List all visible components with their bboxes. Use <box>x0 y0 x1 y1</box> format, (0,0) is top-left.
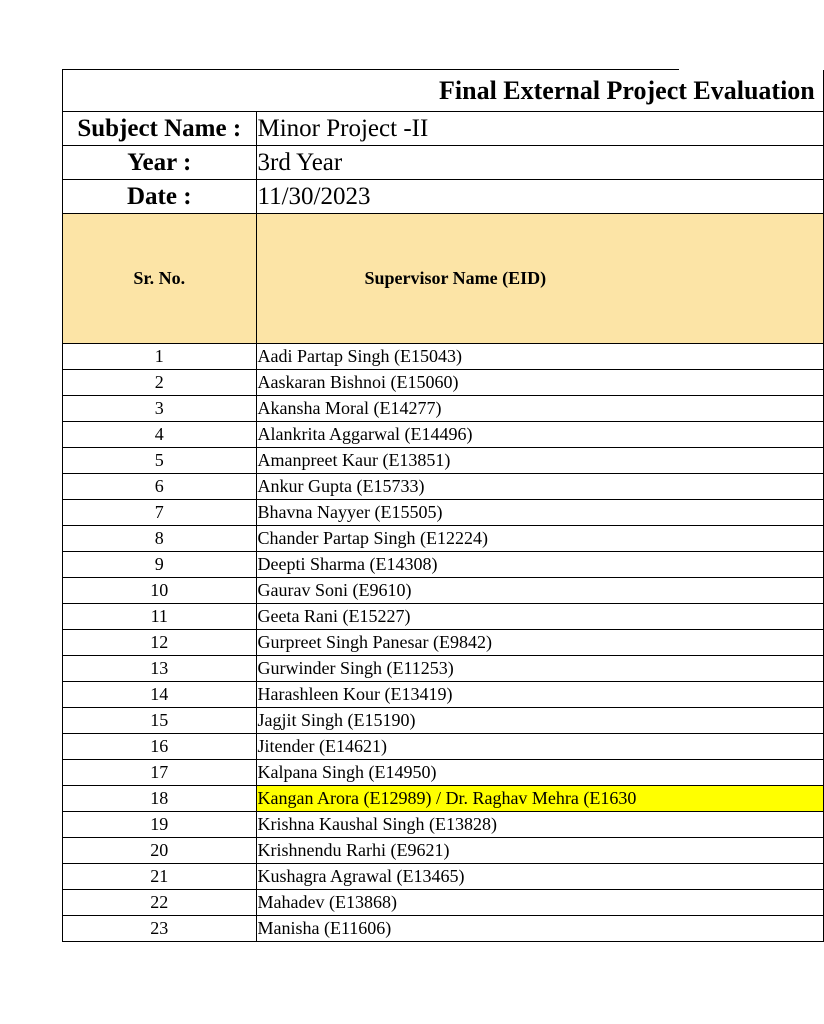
supervisor-name-cell[interactable]: Chander Partap Singh (E12224) <box>256 526 823 552</box>
sr-no-cell[interactable]: 1 <box>63 344 256 370</box>
table-row <box>63 864 823 890</box>
sheet-title[interactable]: Final External Project Evaluation <box>439 76 815 105</box>
supervisor-name-cell[interactable]: Krishna Kaushal Singh (E13828) <box>256 812 823 838</box>
supervisor-name-cell[interactable]: Gurpreet Singh Panesar (E9842) <box>256 630 823 656</box>
supervisor-name-cell[interactable]: Geeta Rani (E15227) <box>256 604 823 630</box>
supervisor-name-cell[interactable]: Jagjit Singh (E15190) <box>256 708 823 734</box>
supervisor-name-cell[interactable]: Aadi Partap Singh (E15043) <box>256 344 823 370</box>
table-row <box>63 734 823 760</box>
supervisor-name-cell[interactable]: Kushagra Agrawal (E13465) <box>256 864 823 890</box>
sr-no-cell[interactable]: 16 <box>63 734 256 760</box>
table-row <box>63 786 823 812</box>
table-row <box>63 760 823 786</box>
table-row <box>63 656 823 682</box>
supervisor-name-cell[interactable]: Aaskaran Bishnoi (E15060) <box>256 370 823 396</box>
title-row <box>63 70 823 112</box>
supervisor-name-cell[interactable]: Mahadev (E13868) <box>256 890 823 916</box>
column-header-row <box>63 214 823 344</box>
subject-value[interactable]: Minor Project -II <box>256 112 823 146</box>
sr-no-header[interactable]: Sr. No. <box>63 214 256 344</box>
date-value[interactable]: 11/30/2023 <box>256 180 823 214</box>
table-row <box>63 578 823 604</box>
sr-no-cell[interactable]: 23 <box>63 916 256 942</box>
subject-row <box>63 112 823 146</box>
table-row <box>63 526 823 552</box>
table-row <box>63 682 823 708</box>
table-row <box>63 552 823 578</box>
sr-no-cell[interactable]: 11 <box>63 604 256 630</box>
supervisor-name-cell[interactable]: Gurwinder Singh (E11253) <box>256 656 823 682</box>
table-row <box>63 604 823 630</box>
year-row <box>63 146 823 180</box>
supervisor-name-cell[interactable]: Akansha Moral (E14277) <box>256 396 823 422</box>
supervisor-name-cell[interactable]: Kangan Arora (E12989) / Dr. Raghav Mehra (E1630 <box>256 786 823 812</box>
table-row <box>63 448 823 474</box>
supervisor-name-cell[interactable]: Jitender (E14621) <box>256 734 823 760</box>
sr-no-cell[interactable]: 6 <box>63 474 256 500</box>
date-row <box>63 180 823 214</box>
table-row <box>63 396 823 422</box>
sr-no-cell[interactable]: 10 <box>63 578 256 604</box>
year-value[interactable]: 3rd Year <box>256 146 823 180</box>
date-label[interactable]: Date : <box>63 180 256 214</box>
sr-no-cell[interactable]: 14 <box>63 682 256 708</box>
sr-no-cell[interactable]: 21 <box>63 864 256 890</box>
table-row <box>63 916 823 942</box>
sr-no-cell[interactable]: 3 <box>63 396 256 422</box>
supervisor-name-cell[interactable]: Kalpana Singh (E14950) <box>256 760 823 786</box>
sr-no-cell[interactable]: 9 <box>63 552 256 578</box>
evaluation-sheet <box>62 69 815 942</box>
year-label[interactable]: Year : <box>63 146 256 180</box>
supervisor-name-cell[interactable]: Gaurav Soni (E9610) <box>256 578 823 604</box>
supervisor-name-cell[interactable]: Amanpreet Kaur (E13851) <box>256 448 823 474</box>
supervisor-name-cell[interactable]: Deepti Sharma (E14308) <box>256 552 823 578</box>
table-row <box>63 890 823 916</box>
sr-no-cell[interactable]: 22 <box>63 890 256 916</box>
supervisor-name-cell[interactable]: Harashleen Kour (E13419) <box>256 682 823 708</box>
supervisor-name-cell[interactable]: Bhavna Nayyer (E15505) <box>256 500 823 526</box>
sr-no-cell[interactable]: 17 <box>63 760 256 786</box>
sr-no-cell[interactable]: 4 <box>63 422 256 448</box>
sr-no-cell[interactable]: 2 <box>63 370 256 396</box>
table-row <box>63 812 823 838</box>
supervisor-name-cell[interactable]: Alankrita Aggarwal (E14496) <box>256 422 823 448</box>
table-row <box>63 422 823 448</box>
table-row <box>63 500 823 526</box>
sr-no-cell[interactable]: 15 <box>63 708 256 734</box>
sr-no-cell[interactable]: 18 <box>63 786 256 812</box>
table-row <box>63 838 823 864</box>
table-row <box>63 474 823 500</box>
table-row <box>63 370 823 396</box>
sr-no-cell[interactable]: 12 <box>63 630 256 656</box>
supervisor-header[interactable]: Supervisor Name (EID) <box>256 214 823 344</box>
table-row <box>63 344 823 370</box>
table-row <box>63 708 823 734</box>
evaluation-table <box>63 70 824 942</box>
sr-no-cell[interactable]: 8 <box>63 526 256 552</box>
sr-no-cell[interactable]: 5 <box>63 448 256 474</box>
supervisor-name-cell[interactable]: Krishnendu Rarhi (E9621) <box>256 838 823 864</box>
subject-label[interactable]: Subject Name : <box>63 112 256 146</box>
sr-no-cell[interactable]: 7 <box>63 500 256 526</box>
table-row <box>63 630 823 656</box>
supervisor-name-cell[interactable]: Manisha (E11606) <box>256 916 823 942</box>
sr-no-cell[interactable]: 20 <box>63 838 256 864</box>
sr-no-cell[interactable]: 19 <box>63 812 256 838</box>
supervisor-name-cell[interactable]: Ankur Gupta (E15733) <box>256 474 823 500</box>
sr-no-cell[interactable]: 13 <box>63 656 256 682</box>
